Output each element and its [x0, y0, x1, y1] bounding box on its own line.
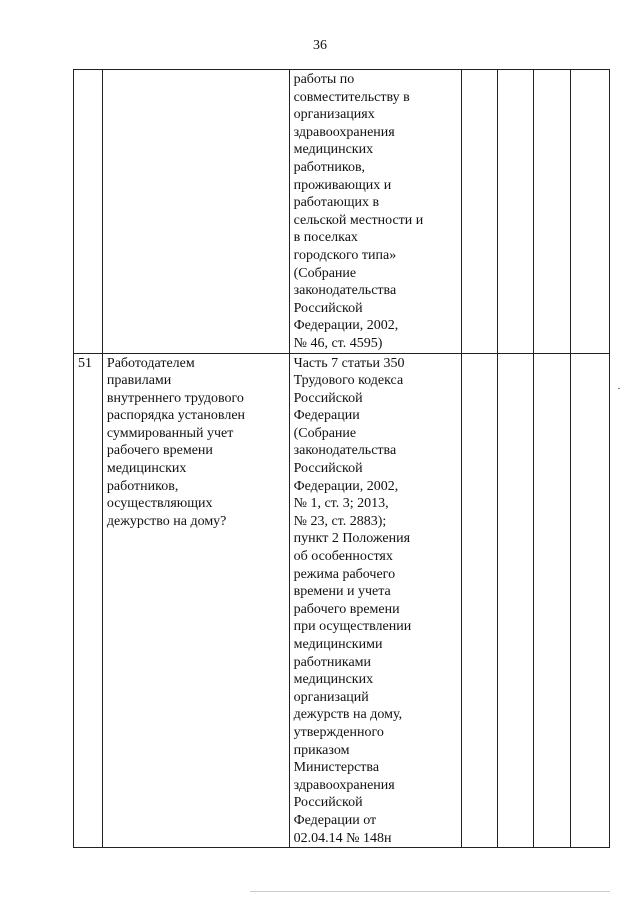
- note-cell: [571, 353, 610, 848]
- question-cell: Работодателем правилами внутреннего трудового распорядка установлен суммированный учет рабочего времени медицинских работников, осуществляющих дежурство на дому?: [102, 353, 289, 848]
- row-number-cell: [74, 70, 103, 354]
- answer-na-cell: [534, 353, 571, 848]
- page-number: 36: [313, 38, 327, 53]
- answer-yes-cell: [461, 70, 497, 354]
- table-row: [74, 353, 610, 848]
- row-number-cell: 51: [74, 353, 103, 848]
- answer-yes-cell: [461, 353, 497, 848]
- checklist-table: [73, 69, 610, 848]
- question-cell: [102, 70, 289, 354]
- answer-na-cell: [534, 70, 571, 354]
- scan-artifact-mark: [618, 388, 620, 389]
- table-row: [74, 70, 610, 354]
- scan-artifact-line: [250, 891, 610, 892]
- legal-reference-cell: работы по совместительству в организациях здравоохранения медицинских работников, проживающих и работающих в сельской местности и в поселках городского типа» (Собрание законодательства Российской Федерации, 2002, № 46, ст. 4595): [289, 70, 461, 354]
- legal-reference-cell: Часть 7 статьи 350 Трудового кодекса Российской Федерации (Собрание законодательства Российской Федерации, 2002, № 1, ст. 3; 2013, № 23, ст. 2883); пункт 2 Положения об особенностях режима рабочего времени и учета рабочего времени при осуществлении медицинскими работниками медицинских организаций дежурств на дому, утвержденного приказом Министерства здравоохранения Российской Федерации от 02.04.14 № 148н: [289, 353, 461, 848]
- answer-no-cell: [497, 353, 533, 848]
- note-cell: [571, 70, 610, 354]
- answer-no-cell: [497, 70, 533, 354]
